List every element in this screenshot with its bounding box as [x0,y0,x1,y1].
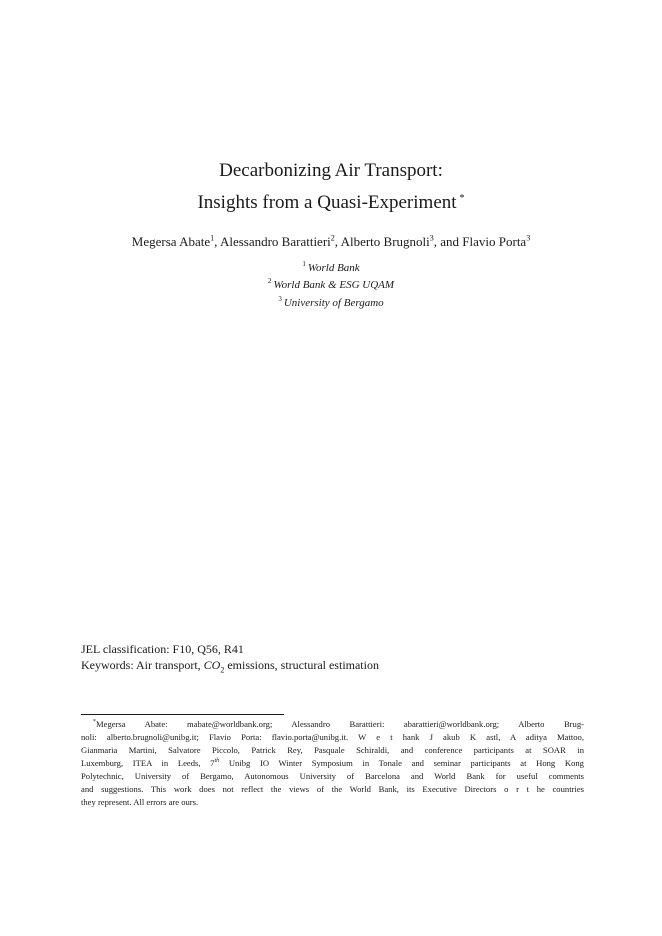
footnote-line [81,718,584,731]
footnote-text: Unibg IO Winter Symposium in Tonale and seminar participants at Hong Kong [219,758,584,768]
jel-classification: JEL classification: F10, Q56, R41 [81,642,244,656]
footnote-line [81,757,584,770]
ordinal-superscript: th [214,758,220,765]
author-list [0,235,662,249]
author-separator: , [214,234,220,249]
footnote-line: they represent. All errors are ours. [81,797,199,807]
affiliation-1 [0,262,662,274]
affiliation-mark: 3 [278,295,282,304]
co2-term [203,658,225,675]
keywords-suffix: emissions, structural estimation [227,658,379,672]
footnote-line: noli: alberto.brugnoli@unibg.it; Flavio Porta: flavio.porta@unibg.it. W e t hank J akub K astl, A aditya Mattoo, [81,732,584,742]
footnote [81,718,584,809]
title-text-1: Decarbonizing Air Transport: [219,160,443,181]
affiliation-3 [0,297,662,309]
author-affiliation-mark: 2 [330,233,335,243]
paper-title-line-1 [0,161,662,180]
keywords-prefix: Keywords: Air transport, [81,658,201,672]
affiliation-2 [0,279,662,291]
author-name: Alessandro Barattieri [219,234,331,249]
author-name: Flavio Porta [462,234,527,249]
keywords-line [81,658,379,675]
footnote-mark: * [93,719,96,726]
author-separator: , and [433,234,463,249]
footnote-line: Polytechnic, University of Bergamo, Autonomous University of Barcelona and World Bank for useful comments [81,771,584,781]
author-affiliation-mark: 1 [210,233,215,243]
affiliation-mark: 2 [267,277,272,286]
title-footnote-mark: * [459,192,465,204]
footnote-rule [81,714,284,715]
co2-base: CO [203,658,221,672]
affiliation-mark: 1 [302,260,306,269]
title-text-2: Insights from a Quasi-Experiment [197,192,457,213]
footnote-text: Luxemburg, ITEA in Leeds, 7 [81,758,215,768]
author-affiliation-mark: 3 [429,233,434,243]
author-affiliation-mark: 3 [526,233,531,243]
footnote-text: Megersa Abate: mabate@worldbank.org; Alessandro Barattieri: abarattieri@worldbank.org; Alberto Brug- [96,719,584,729]
affiliation-name: World Bank & ESG UQAM [273,279,395,291]
footnote-line: and suggestions. This work does not reflect the views of the World Bank, its Executive Directors o r t he countries [81,784,584,794]
paper-title-line-2 [0,193,662,212]
author-name: Alberto Brugnoli [340,234,430,249]
co2-subscript: 2 [220,665,225,675]
affiliation-name: World Bank [307,262,360,274]
footnote-line: Gianmaria Martini, Salvatore Piccolo, Patrick Rey, Pasquale Schiraldi, and conference participants at SOAR in [81,745,584,755]
author-name: Megersa Abate [131,234,211,249]
author-separator: , [334,234,341,249]
affiliation-name: University of Bergamo [283,297,384,309]
